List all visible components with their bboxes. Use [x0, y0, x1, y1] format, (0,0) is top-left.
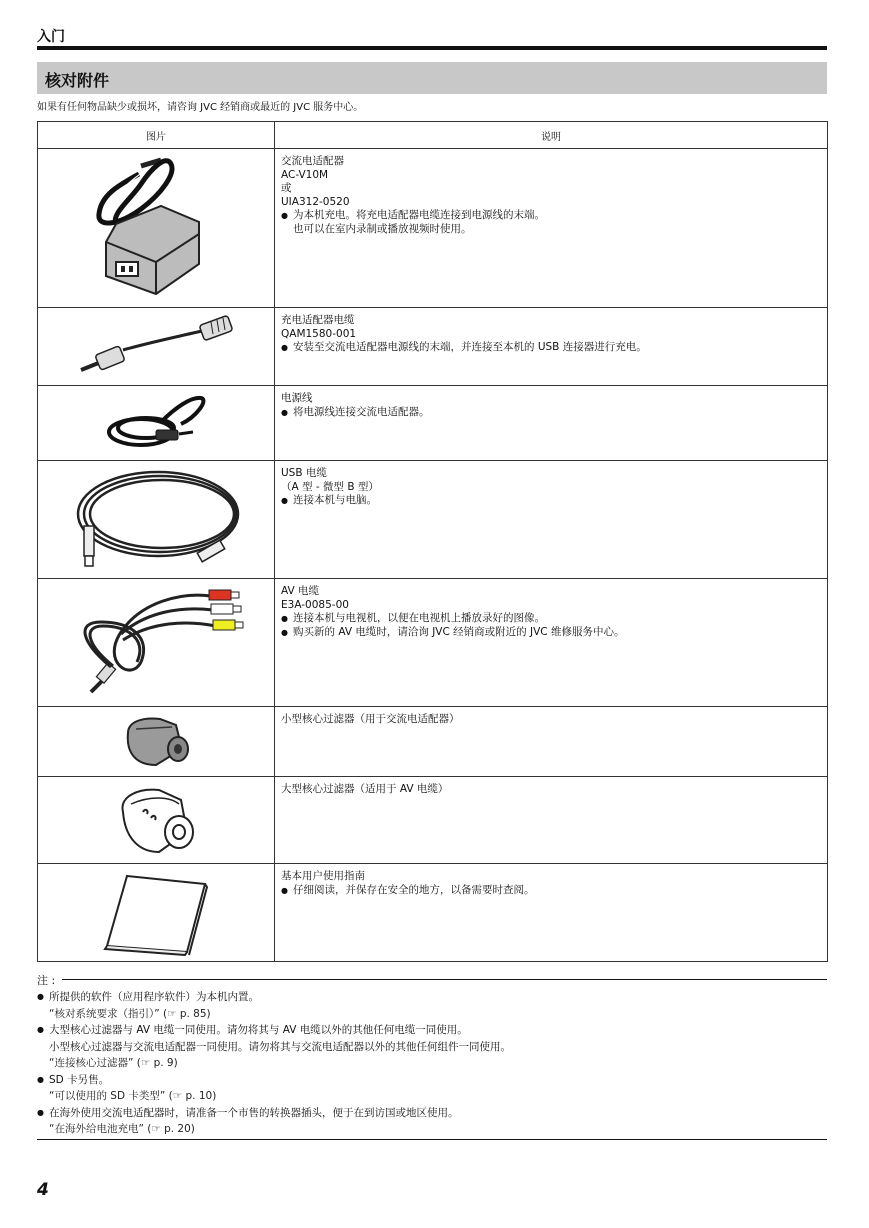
- bullet-item: ● 连接本机与电视机，以便在电视机上播放录好的图像。: [281, 612, 821, 626]
- item-name: USB 电缆: [281, 467, 327, 479]
- usb-cable-icon: [66, 464, 246, 576]
- charging-cable-icon: [71, 312, 241, 382]
- description-cell: [275, 864, 828, 962]
- note-item: ● 所提供的软件（应用程序软件）为本机内置。: [37, 989, 827, 1006]
- accessories-table: [37, 121, 828, 962]
- table-row: [38, 386, 828, 461]
- column-header-description: 说明: [275, 122, 828, 149]
- image-cell: [38, 707, 275, 777]
- section-title: 核对附件: [45, 71, 110, 90]
- user-guide-icon: [101, 870, 211, 956]
- image-cell: [38, 386, 275, 461]
- note-reference-link[interactable]: “连接核心过滤器” (☞ p. 9): [49, 1057, 178, 1069]
- notes-label: 注 :: [37, 974, 56, 987]
- av-cable-icon: [61, 582, 251, 704]
- notes-end-rule: [37, 1139, 827, 1140]
- header-rule: [37, 46, 827, 50]
- model-number: QAM1580-001: [281, 327, 357, 340]
- description-cell: [275, 386, 828, 461]
- table-row: [38, 461, 828, 579]
- item-name: 基本用户使用指南: [281, 870, 365, 882]
- bullet-item: ● 安装至交流电适配器电源线的末端，并连接至本机的 USB 连接器进行充电。: [281, 341, 821, 355]
- image-cell: [38, 579, 275, 707]
- item-name: 交流电适配器: [281, 155, 344, 167]
- image-cell: [38, 149, 275, 308]
- description-cell: [275, 707, 828, 777]
- image-cell: [38, 777, 275, 864]
- note-item-continuation: 小型核心过滤器与交流电适配器一同使用。请勿将其与交流电适配器以外的其他任何组件一同使用。: [49, 1040, 511, 1053]
- model-number: AC-V10M: [281, 168, 329, 181]
- description-cell: [275, 149, 828, 308]
- notes-rule: [62, 979, 827, 980]
- table-row: [38, 707, 828, 777]
- table-row: [38, 864, 828, 962]
- item-type: （A 型 - 微型 B 型）: [281, 480, 379, 493]
- ac-adapter-icon: [81, 154, 231, 302]
- note-item: ● 在海外使用交流电适配器时，请准备一个市售的转换器插头，便于在到访国或地区使用。: [37, 1105, 827, 1122]
- intro-text: 如果有任何物品缺少或损坏，请咨询 JVC 经销商或最近的 JVC 服务中心。: [37, 102, 364, 113]
- table-header-row: [38, 122, 828, 149]
- note-reference-link[interactable]: “可以使用的 SD 卡类型” (☞ p. 10): [49, 1090, 217, 1102]
- image-cell: [38, 461, 275, 579]
- section-bar: [37, 62, 827, 94]
- chapter-title: 入门: [37, 29, 65, 45]
- item-name: 小型核心过滤器（用于交流电适配器）: [281, 713, 460, 725]
- note-reference-link[interactable]: “在海外给电池充电” (☞ p. 20): [49, 1123, 195, 1135]
- notes-list: [37, 989, 827, 1138]
- note-item: ● 大型核心过滤器与 AV 电缆一同使用。请勿将其与 AV 电缆以外的其他任何电缆一同使用。: [37, 1022, 827, 1039]
- column-header-image: 图片: [38, 122, 275, 149]
- bullet-item: ● 连接本机与电脑。: [281, 494, 821, 508]
- note-reference-link[interactable]: “核对系统要求（指引）” (☞ p. 85): [49, 1007, 211, 1020]
- description-cell: [275, 308, 828, 386]
- image-cell: [38, 308, 275, 386]
- description-cell: [275, 579, 828, 707]
- item-name: 电源线: [281, 392, 313, 404]
- item-name: 大型核心过滤器（适用于 AV 电缆）: [281, 783, 449, 795]
- page-number: 4: [37, 1180, 49, 1200]
- image-cell: [38, 864, 275, 962]
- small-core-filter-icon: [116, 713, 196, 771]
- table-row: [38, 149, 828, 308]
- bullet-continuation: 也可以在室内录制或播放视频时使用。: [293, 222, 472, 235]
- table-row: [38, 777, 828, 864]
- model-number: UIA312-0520: [281, 195, 350, 208]
- item-name: 充电适配器电缆: [281, 314, 355, 326]
- large-core-filter-icon: [109, 782, 204, 858]
- item-name: AV 电缆: [281, 585, 320, 597]
- description-cell: [275, 461, 828, 579]
- description-cell: [275, 777, 828, 864]
- item-text: 或: [281, 182, 292, 194]
- table-row: [38, 308, 828, 386]
- model-number: E3A-0085-00: [281, 598, 349, 611]
- bullet-item: ● 将电源线连接交流电适配器。: [281, 406, 821, 420]
- bullet-item: ● 购买新的 AV 电缆时，请洽询 JVC 经销商或附近的 JVC 维修服务中心。: [281, 626, 821, 640]
- bullet-item: ● 仔细阅读，并保存在安全的地方，以备需要时查阅。: [281, 884, 821, 898]
- bullet-item: ● 为本机充电。将充电适配器电缆连接到电源线的末端。: [281, 209, 821, 223]
- table-row: [38, 579, 828, 707]
- note-item: ● SD 卡另售。: [37, 1072, 827, 1089]
- power-cord-icon: [101, 392, 211, 454]
